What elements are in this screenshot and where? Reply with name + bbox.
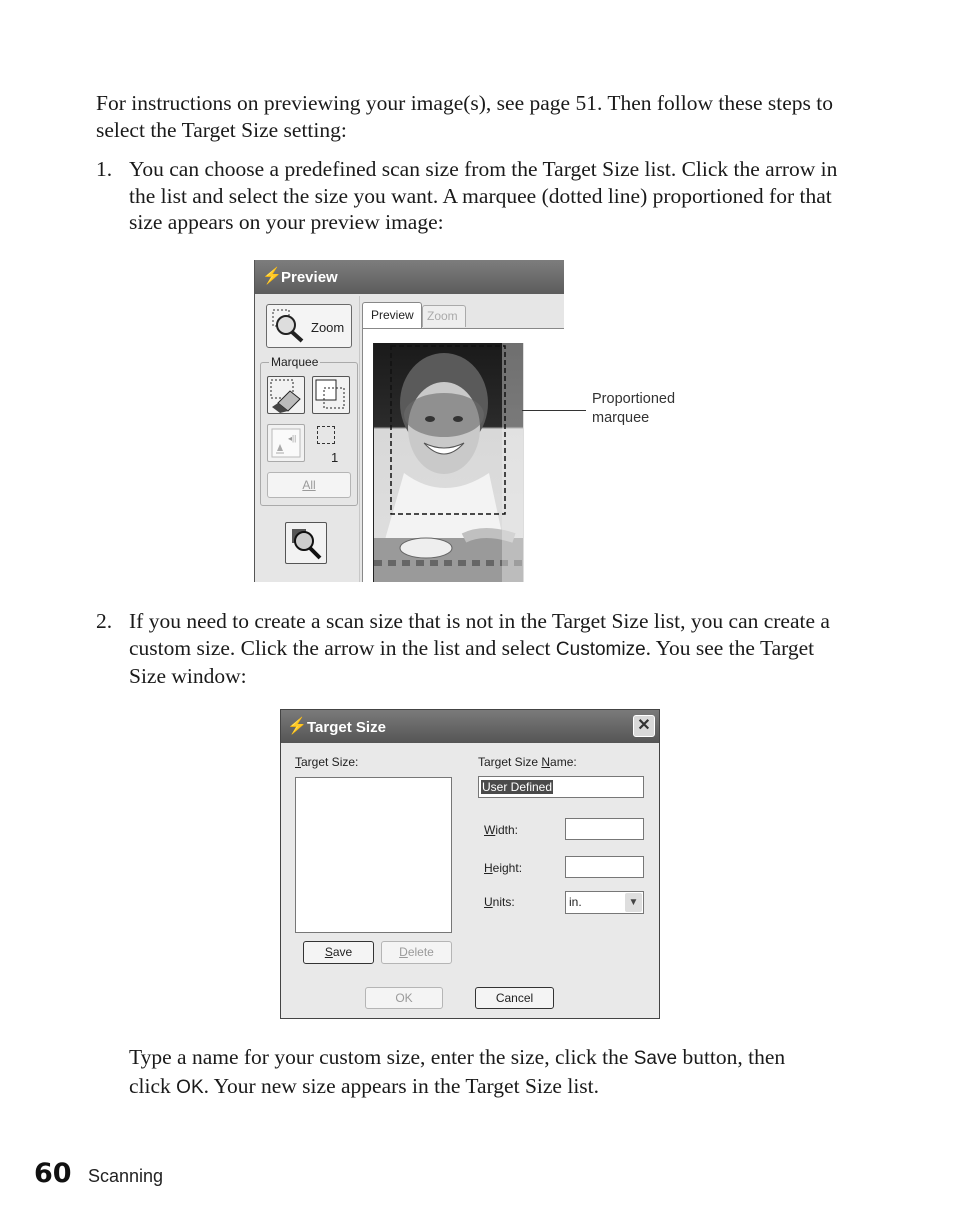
name-label-rest: ame: <box>550 755 577 769</box>
step-1-line-1: You can choose a predefined scan size from the Target Size list. Click the arrow in <box>129 157 838 181</box>
zoom-button[interactable] <box>266 304 352 348</box>
target-title-bar <box>281 710 659 743</box>
target-size-window <box>280 709 660 1019</box>
zoom-button-label: Zoom <box>311 320 345 335</box>
tab-preview[interactable] <box>362 302 422 329</box>
preview-right-area <box>523 343 564 582</box>
step-2-line-3: Size window: <box>129 664 247 688</box>
close-button[interactable] <box>633 715 655 737</box>
save-label: ave <box>332 945 353 959</box>
target-size-name-value: User Defined <box>482 780 553 794</box>
callout-line <box>522 410 586 411</box>
ok-term: OK <box>176 1076 204 1098</box>
svg-text:◂||: ◂|| <box>288 434 297 443</box>
width-mnemonic: W <box>484 823 496 837</box>
preview-window-title: Preview <box>281 269 338 286</box>
zoom-magnifier-icon <box>286 523 326 563</box>
page-number: 60 <box>34 1158 72 1189</box>
tab-zoom[interactable] <box>422 305 466 327</box>
target-size-list-label <box>295 755 358 769</box>
save-button[interactable] <box>303 941 374 964</box>
closing-line-2 <box>129 1073 859 1102</box>
child-photo <box>374 343 524 582</box>
width-label-text: idth: <box>495 823 519 837</box>
section-name: Scanning <box>88 1166 164 1186</box>
cancel-button-label: Cancel <box>495 991 534 1005</box>
tab-preview-label: Preview <box>371 308 414 322</box>
preview-image <box>373 343 524 582</box>
closing-line-1 <box>129 1044 859 1073</box>
save-term: Save <box>633 1048 678 1069</box>
units-label <box>484 895 515 909</box>
marquee-group-label: Marquee <box>271 355 319 369</box>
save-mnemonic: S <box>324 945 333 959</box>
all-button-label: All <box>302 478 316 492</box>
closing-line-1-post: button, then <box>677 1045 786 1069</box>
units-value: in. <box>569 895 582 909</box>
auto-locate-button[interactable] <box>267 424 305 462</box>
height-input[interactable] <box>565 856 644 878</box>
target-window-title: Target Size <box>307 719 386 736</box>
close-icon: ✕ <box>637 717 651 734</box>
closing-line-1-pre: Type a name for your custom size, enter the size, click the <box>129 1045 634 1069</box>
height-mnemonic: H <box>484 861 493 875</box>
callout-line-2: marquee <box>592 410 650 426</box>
marquee-count-icon <box>317 426 335 444</box>
name-label-pre: Target Size <box>478 755 542 769</box>
preview-window <box>254 260 564 582</box>
width-input[interactable] <box>565 818 644 840</box>
delete-button[interactable] <box>381 941 452 964</box>
step-1-line-3: size appears on your preview image: <box>129 210 444 234</box>
step-2-line-2-pre: custom size. Click the arrow in the list and select <box>129 635 556 660</box>
step-1-line-2: the list and select the size you want. A marquee (dotted line) proportioned for that <box>129 183 832 208</box>
units-select[interactable] <box>565 891 644 914</box>
all-button[interactable] <box>267 472 351 498</box>
callout-line-1: Proportioned <box>592 391 676 407</box>
step-2-number: 2. <box>96 609 113 633</box>
app-icon: ⚡ <box>287 718 307 735</box>
marquee-eraser-button[interactable] <box>267 376 305 414</box>
magnifier-icon <box>271 308 307 344</box>
preview-title-bar <box>255 260 564 294</box>
closing-paragraph <box>129 1044 859 1101</box>
step-1-text <box>129 156 859 236</box>
auto-locate-icon <box>268 425 304 461</box>
cancel-button[interactable] <box>475 987 554 1009</box>
callout-label <box>592 390 675 428</box>
target-size-list[interactable] <box>295 777 452 933</box>
units-label-text: nits: <box>492 895 515 909</box>
target-size-name-label <box>478 755 577 769</box>
step-2-line-1: If you need to create a scan size that is not in the Target Size list, you can create a <box>129 609 830 633</box>
ok-button[interactable] <box>365 987 443 1009</box>
marquee-copy-button[interactable] <box>312 376 350 414</box>
closing-line-2-pre: click <box>129 1073 177 1098</box>
customize-term: Customize <box>555 638 646 660</box>
toolbar-divider <box>359 296 360 582</box>
delete-label: elete <box>407 945 434 959</box>
intro-paragraph <box>96 90 856 143</box>
step-2-text <box>129 608 859 690</box>
name-label-mnemonic: N <box>541 755 551 769</box>
app-icon: ⚡ <box>262 268 282 285</box>
step-2-line-2-post: . You see the Target <box>645 635 815 660</box>
units-mnemonic: U <box>484 895 493 909</box>
intro-line-1: For instructions on previewing your image(s), see page 51. Then follow these steps to <box>96 91 834 115</box>
target-size-name-input[interactable] <box>478 776 644 798</box>
list-label-text: arget Size: <box>301 755 359 769</box>
eraser-icon <box>268 377 304 413</box>
copy-marquee-icon <box>313 377 349 413</box>
chevron-down-icon[interactable]: ▼ <box>625 893 642 912</box>
width-label <box>484 823 518 837</box>
step-1-number: 1. <box>96 157 113 181</box>
closing-line-2-post: . Your new size appears in the Target Size list. <box>203 1073 600 1098</box>
height-label <box>484 861 522 875</box>
tab-zoom-label: Zoom <box>427 309 458 323</box>
list-label-mnemonic: T <box>295 755 301 769</box>
marquee-count: 1 <box>331 450 339 465</box>
intro-line-2: select the Target Size setting: <box>96 117 347 142</box>
preview-zoom-tool-button[interactable] <box>285 522 327 564</box>
height-label-text: eight: <box>492 861 523 875</box>
step-2-line-2 <box>129 635 859 664</box>
delete-mnemonic: D <box>399 945 408 959</box>
ok-button-label: OK <box>395 991 413 1005</box>
